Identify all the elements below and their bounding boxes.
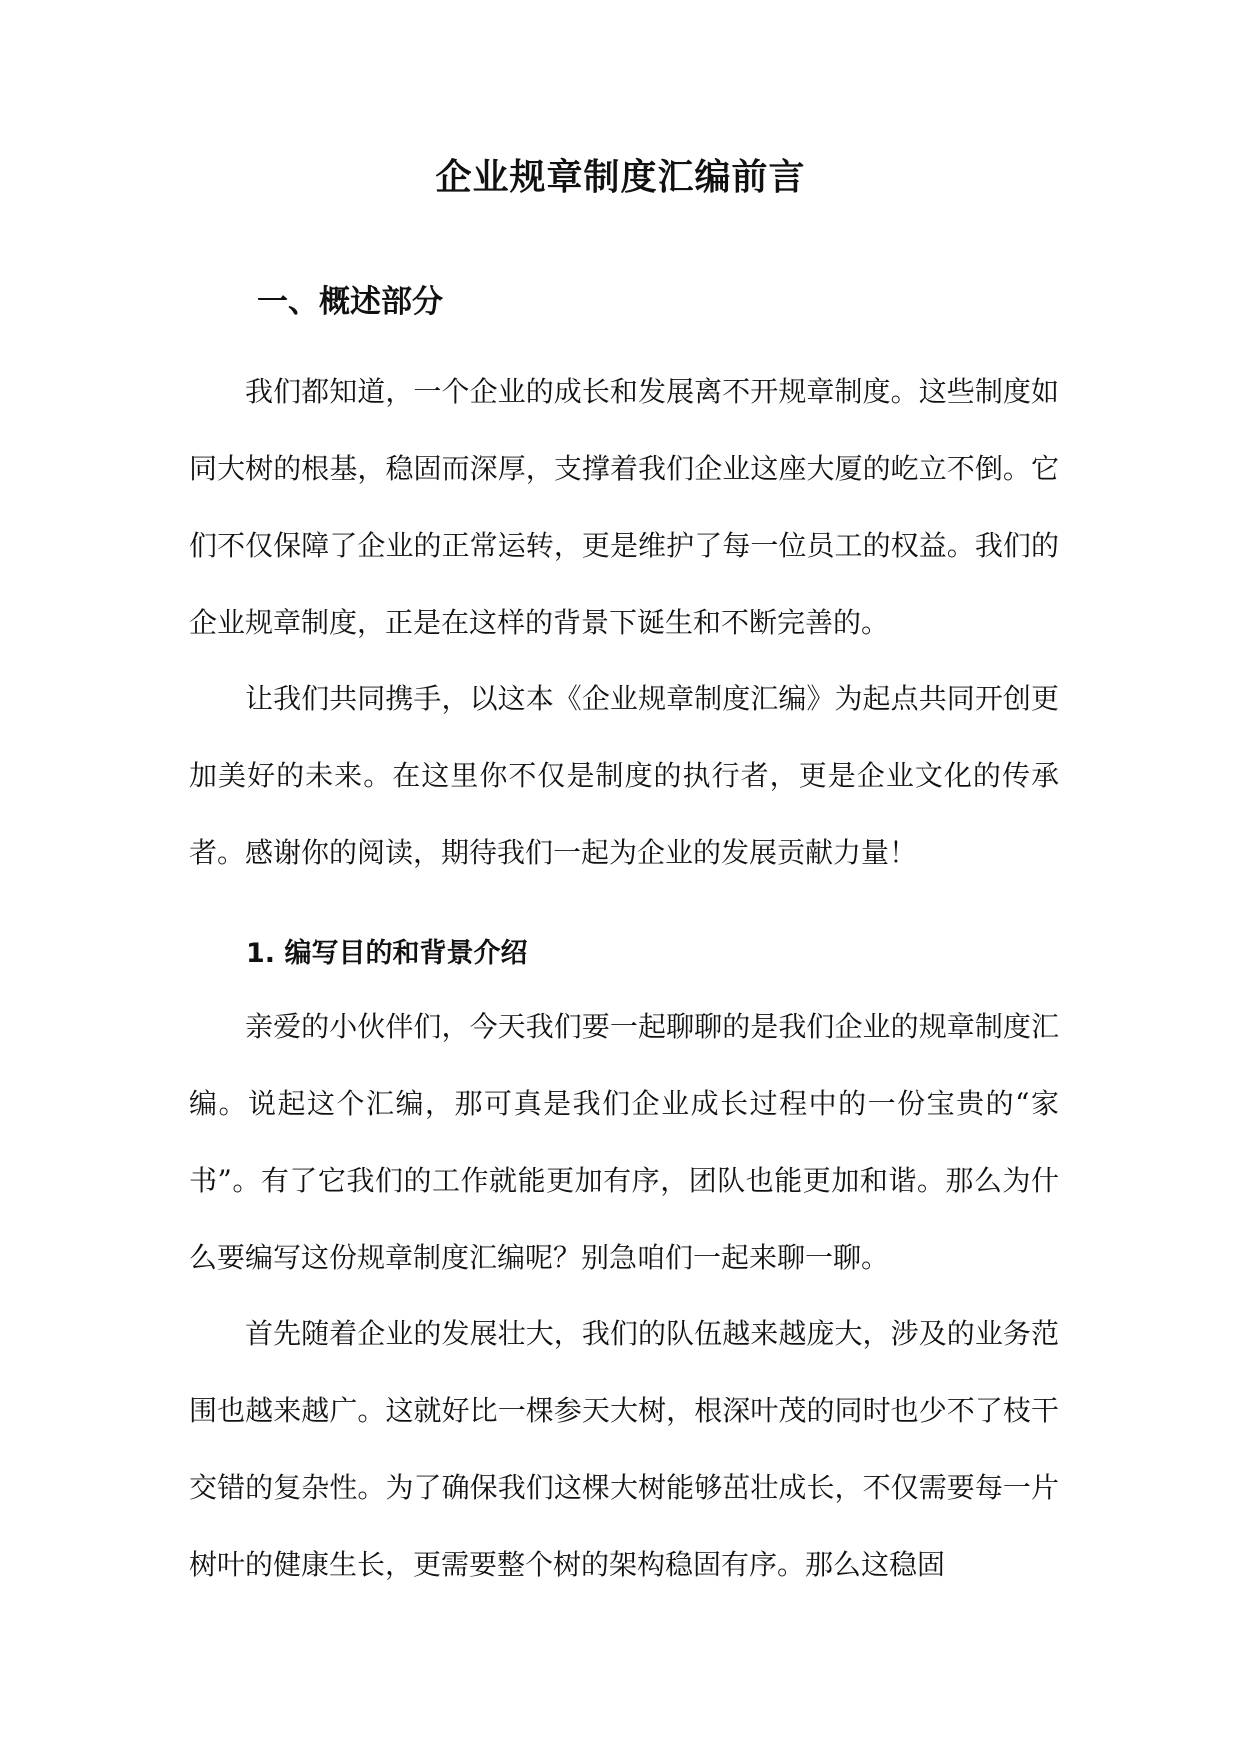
section-heading-overview: 一、概述部分	[257, 284, 443, 320]
paragraph-intro: 我们都知道，一个企业的成长和发展离不开规章制度。这些制度如同大树的根基，稳固而深厚，支撑着我们企业这座大厦的屹立不倒。它们不仅保障了企业的正常运转，更是维护了每一位员工的权益。我们的企业规章制度，正是在这样的背景下诞生和不断完善的。	[189, 375, 1059, 639]
paragraph-closing: 让我们共同携手，以这本《企业规章制度汇编》为起点共同开创更加美好的未来。在这里你不仅是制度的执行者，更是企业文化的传承者。感谢你的阅读，期待我们一起为企业的发展贡献力量！	[189, 682, 1059, 869]
document-title: 企业规章制度汇编前言	[435, 157, 806, 198]
paragraph-purpose: 亲爱的小伙伴们，今天我们要一起聊聊的是我们企业的规章制度汇编。说起这个汇编，那可真是我们企业成长过程中的一份宝贵的“家书”。有了它我们的工作就能更加有序，团队也能更加和谐。那么为什么要编写这份规章制度汇编呢？别急咱们一起来聊一聊。	[189, 1010, 1059, 1274]
paragraph-background: 首先随着企业的发展壮大，我们的队伍越来越庞大，涉及的业务范围也越来越广。这就好比一棵参天大树，根深叶茂的同时也少不了枝干交错的复杂性。为了确保我们这棵大树能够茁壮成长，不仅需要每一片树叶的健康生长，更需要整个树的架构稳固有序。那么这稳固	[189, 1317, 1059, 1581]
subsection-heading-purpose: 1. 编写目的和背景介绍	[246, 938, 528, 969]
